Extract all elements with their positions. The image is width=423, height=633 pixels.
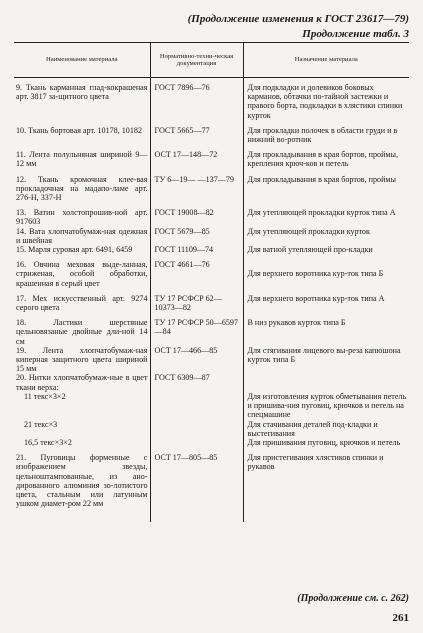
material-purpose: Для прокладки полочек в области груди и в нижний во-ротник — [243, 126, 409, 144]
material-name: 9. Ткань карманная глад-кокрашеная арт. 3817 за-щитного цвета — [16, 83, 148, 102]
column-header-normative-doc: Нормативно-техни-ческая документация — [150, 43, 243, 78]
table-row — [14, 373, 409, 391]
table-header — [14, 43, 409, 78]
material-purpose: Для прокладывания в края бортов, проймы — [243, 175, 409, 203]
material-purpose: Для верхнего воротника кур-ток типа Б — [243, 260, 409, 288]
material-purpose: Для ватной утепляющей про-кладки — [243, 245, 409, 254]
table-row — [14, 175, 409, 203]
page-number: 261 — [392, 612, 409, 624]
material-name: 14. Вата хлопчатобумаж-ная одежная и швейная — [16, 226, 148, 245]
table-row — [14, 78, 409, 120]
normative-doc — [150, 392, 243, 420]
column-header-purpose: Назначение материала — [243, 43, 409, 78]
amendment-header: (Продолжение изменения к ГОСТ 23617—79) — [187, 13, 409, 25]
table-row — [14, 208, 409, 226]
material-name: 11 текс×3×2 — [24, 391, 66, 401]
table-row — [14, 420, 409, 438]
normative-doc: ГОСТ 11109—74 — [150, 245, 243, 254]
table-row — [14, 392, 409, 420]
material-name: 20. Нитки хлопчатобумаж-ные в цвет ткани верха: — [16, 373, 148, 392]
normative-doc: ТУ 17 РСФСР 50—6597—84 — [150, 318, 243, 346]
table-body — [14, 78, 409, 523]
material-purpose: Для стягивания лицевого вы-реза капюшона курток типа Б — [243, 346, 409, 374]
material-purpose: Для изготовления курток обметывания петель и пришива-ния пуговиц, крючков и петель на спецмашине — [243, 392, 409, 420]
column-header-material-name: Наименование материала — [14, 43, 150, 78]
material-purpose: Для пристегивания хлястиков спинки и рукавов — [243, 453, 409, 508]
material-name: 10. Ткань бортовая арт. 10178, 10182 — [16, 125, 142, 135]
table-row — [14, 346, 409, 374]
material-name: 12. Ткань кромочная клее-вая прокладочная на мадапо-ламе арт. 276-Н, 337-Н — [16, 174, 148, 203]
table-row — [14, 294, 409, 312]
normative-doc: ГОСТ 5665—77 — [150, 126, 243, 144]
table-row — [14, 260, 409, 288]
table-row — [14, 227, 409, 245]
normative-doc: ОСТ 17—466—85 — [150, 346, 243, 374]
continuation-note: (Продолжение см. с. 262) — [297, 593, 409, 604]
table-row — [14, 245, 409, 254]
table-row — [14, 318, 409, 346]
material-purpose: Для пришивания пуговиц, крючков и петель — [243, 438, 409, 447]
table-continuation-header: Продолжение табл. 3 — [302, 28, 409, 40]
material-name: 17. Мех искусственный арт. 9274 серого цвета — [16, 293, 148, 313]
material-purpose: Для подкладки и долевиков боковых карманов, обтачки по-тайной застежки и правого борта, подкладки в хлястики спинки курток — [243, 78, 409, 120]
table-row — [14, 453, 409, 508]
material-name: 13. Ватин холстопрошив-ной арт. 917603 — [16, 208, 148, 227]
materials-table — [14, 42, 409, 522]
table-row — [14, 438, 409, 447]
normative-doc: ГОСТ 7896—76 — [150, 78, 243, 120]
normative-doc — [150, 438, 243, 447]
material-purpose: Для стачивания деталей под-кладки и выстегивания — [243, 420, 409, 438]
material-name: 18. Ластики шерстяные цельновязаные двойные дли-ной 14 см — [16, 318, 148, 346]
normative-doc: ГОСТ 4661—76 — [150, 260, 243, 288]
table-row — [14, 150, 409, 168]
material-purpose: В низ рукавов курток типа Б — [243, 318, 409, 346]
normative-doc: ТУ 6—19— —137—79 — [150, 175, 243, 203]
material-name: 16. Овчина меховая выде-ланная, стриженая, особой обработки, крашенная в серый цвет — [16, 260, 148, 288]
normative-doc — [150, 420, 243, 438]
material-purpose: Для прокладывания в края бортов, проймы, крепления крюч-ков и петель — [243, 150, 409, 168]
material-purpose: Для утепляющей прокладки курток — [243, 227, 409, 245]
normative-doc: ГОСТ 19008—82 — [150, 208, 243, 226]
material-purpose — [243, 373, 409, 391]
material-purpose: Для утепляющей прокладки курток типа А — [243, 208, 409, 226]
normative-doc: ОСТ 17—148—72 — [150, 150, 243, 168]
material-name: 19. Лента хлопчатобумаж-ная киперная защитного цвета шириной 15 мм — [16, 345, 148, 374]
material-name: 21. Пуговицы форменные с изображением звезды, цельноштампованные, из ано-дированного алюминия зо-лотистого цвета, стальным или латунным ушком диамет-ром 22 мм — [16, 453, 148, 509]
normative-doc: ГОСТ 5679—85 — [150, 227, 243, 245]
material-purpose: Для верхнего воротника кур-ток типа А — [243, 294, 409, 312]
table-row — [14, 126, 409, 144]
normative-doc: ТУ 17 РСФСР 62—10373—82 — [150, 294, 243, 312]
material-name: 15. Марля суровая арт. 6491, 6459 — [16, 245, 133, 255]
material-name: 16,5 текс×3×2 — [24, 437, 72, 447]
normative-doc: ГОСТ 6309—87 — [150, 373, 243, 391]
material-name: 21 текс×3 — [24, 419, 58, 429]
material-name: 11. Лента полульняная шириной 9—12 мм — [16, 150, 148, 169]
normative-doc: ОСТ 17—805—85 — [150, 453, 243, 508]
